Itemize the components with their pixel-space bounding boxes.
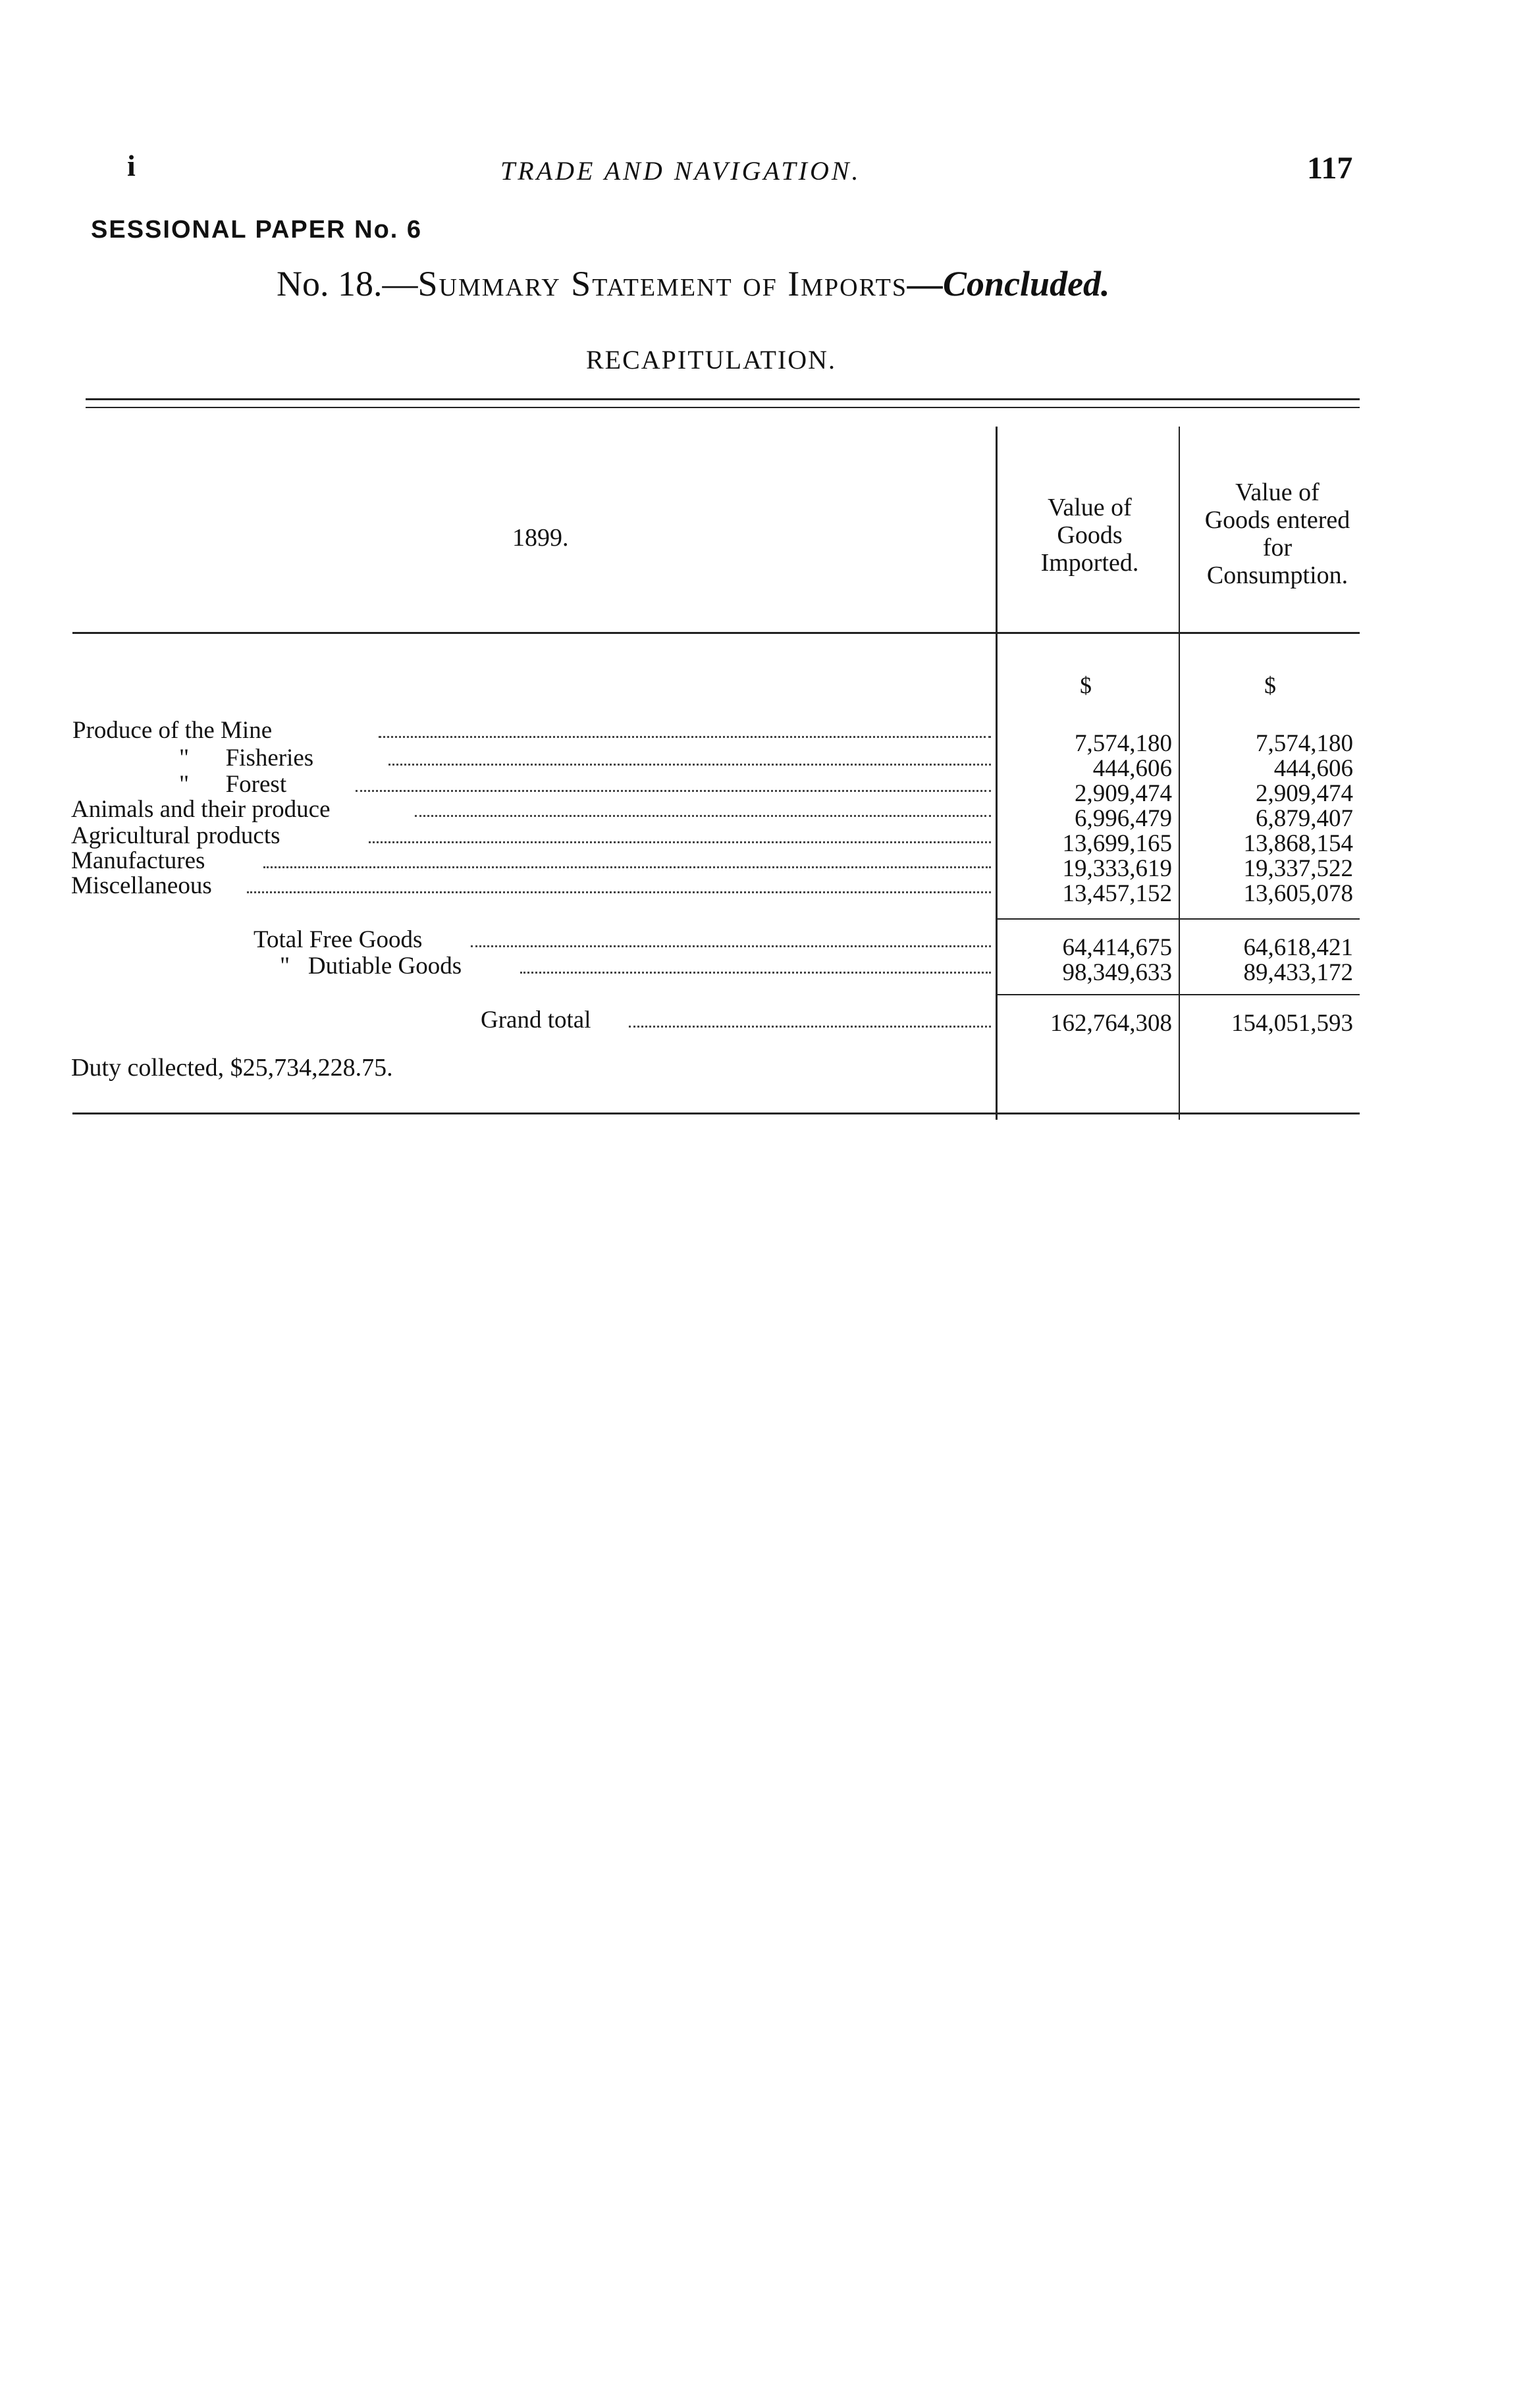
total-label: " Dutiable Goods	[280, 953, 462, 980]
value-imported: 444,606	[1092, 755, 1172, 782]
row-label: Miscellaneous	[71, 872, 212, 899]
bottom-rule	[72, 1112, 1360, 1114]
title-suffix: —Concluded.	[907, 264, 1110, 303]
row-label: Animals and their produce	[71, 796, 331, 823]
header-rule	[72, 632, 1360, 634]
col1-header-line2: Goods	[1057, 521, 1123, 549]
dot-leader	[247, 891, 991, 893]
value-imported: 13,457,152	[1062, 880, 1172, 907]
grand-total-consumption: 154,051,593	[1231, 1010, 1353, 1037]
subtitle-recapitulation: RECAPITULATION.	[586, 345, 836, 375]
row-label: " Fisheries	[179, 745, 314, 772]
title-main: Summary Statement of Imports	[417, 264, 908, 303]
row-label: Agricultural products	[71, 822, 280, 849]
grand-total-rule	[998, 994, 1360, 995]
grand-total-imported: 162,764,308	[1050, 1010, 1172, 1037]
value-consumption: 13,868,154	[1243, 830, 1353, 857]
col-header-consumption	[1182, 479, 1373, 589]
column-rule-1	[996, 427, 998, 1120]
value-imported: 7,574,180	[1075, 730, 1172, 757]
dot-leader	[415, 815, 991, 817]
dot-leader	[629, 1026, 991, 1028]
col1-header-line1: Value of	[1048, 494, 1132, 521]
col2-header-line1: Value of	[1235, 479, 1320, 506]
value-consumption: 2,909,474	[1256, 780, 1353, 807]
table-year: 1899.	[512, 524, 569, 552]
top-rule-1	[86, 398, 1360, 400]
top-rule-2	[86, 407, 1360, 408]
col1-header-line3: Imported.	[1040, 549, 1139, 577]
dot-leader	[356, 790, 991, 792]
sessional-paper-label: SESSIONAL PAPER No. 6	[91, 216, 423, 244]
value-imported: 6,996,479	[1075, 805, 1172, 832]
value-consumption: 7,574,180	[1256, 730, 1353, 757]
total-label: Total Free Goods	[254, 926, 423, 953]
value-imported: 13,699,165	[1062, 830, 1172, 857]
title-dash: —	[382, 264, 418, 303]
title-number: No. 18.	[277, 264, 383, 303]
duty-collected-note: Duty collected, $25,734,228.75.	[71, 1054, 393, 1082]
total-consumption: 64,618,421	[1243, 934, 1353, 961]
value-consumption: 13,605,078	[1243, 880, 1353, 907]
page-number: 117	[1307, 151, 1353, 186]
col2-header-line3: for	[1262, 534, 1293, 562]
dot-leader	[369, 841, 991, 843]
value-consumption: 19,337,522	[1243, 855, 1353, 882]
subtotal-rule	[998, 918, 1360, 920]
grand-total-label: Grand total	[481, 1007, 591, 1034]
col-header-imported	[1011, 494, 1169, 577]
row-label: Manufactures	[71, 847, 205, 874]
dot-leader	[379, 736, 991, 738]
total-imported: 98,349,633	[1062, 959, 1172, 986]
page-title	[277, 263, 1110, 304]
dot-leader	[263, 866, 991, 868]
total-imported: 64,414,675	[1062, 934, 1172, 961]
col2-header-line4: Consumption.	[1206, 562, 1348, 589]
value-imported: 2,909,474	[1075, 780, 1172, 807]
dot-leader	[471, 945, 991, 947]
column-rule-2	[1179, 427, 1180, 1120]
currency-symbol-col1: $	[1080, 672, 1092, 698]
dot-leader	[520, 972, 991, 974]
currency-symbol-col2: $	[1264, 672, 1276, 698]
value-consumption: 6,879,407	[1256, 805, 1353, 832]
left-mark: i	[127, 149, 136, 182]
row-label: Produce of the Mine	[72, 717, 273, 744]
col2-header-line2: Goods entered	[1204, 506, 1350, 534]
row-label: " Forest	[179, 771, 287, 798]
value-consumption: 444,606	[1273, 755, 1353, 782]
running-title: TRADE AND NAVIGATION.	[500, 156, 861, 186]
total-consumption: 89,433,172	[1243, 959, 1353, 986]
value-imported: 19,333,619	[1062, 855, 1172, 882]
dot-leader	[388, 764, 991, 766]
